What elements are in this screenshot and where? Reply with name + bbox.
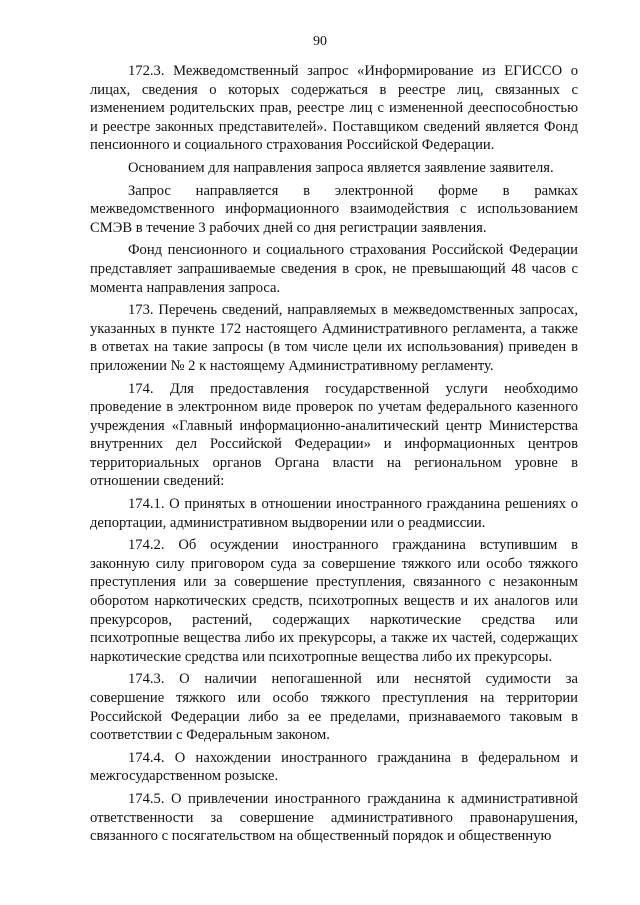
page-number: 90 bbox=[313, 34, 327, 49]
paragraph-172-3: 172.3. Межведомственный запрос «Информирование из ЕГИССО о лицах, сведения о которых содержаться в реестре лиц, связанных с изменением родительских прав, реестре лиц с измененной дееспособностью и реестре законных представителей». Поставщиком сведений является Фонд пенсионного и социального страхования Российской Федерации. bbox=[90, 63, 578, 154]
paragraph-request-form: Запрос направляется в электронной форме в рамках межведомственного информационного взаимодействия с использованием СМЭВ в течение 3 рабочих дней со дня регистрации заявления. bbox=[90, 182, 578, 236]
paragraph-174: 174. Для предоставления государственной услуги необходимо проведение в электронном виде проверок по учетам федерального казенного учреждения «Главный информационно-аналитический центр Министерства внутренних дел Российской Федерации» и информационных центров территориальных органов Органа власти на региональном уровне в отношении сведений: bbox=[90, 380, 578, 490]
paragraph-173: 173. Перечень сведений, направляемых в межведомственных запросах, указанных в пункте 172 настоящего Административного регламента, а также в ответах на такие запросы (в том числе цели их использования) приведен в приложении № 2 к настоящему Административному регламенту. bbox=[90, 302, 578, 374]
paragraph-174-1: 174.1. О принятых в отношении иностранного гражданина решениях о депортации, административном выдворении или о реадмиссии. bbox=[90, 496, 578, 531]
paragraph-basis: Основанием для направления запроса является заявление заявителя. bbox=[128, 159, 554, 176]
paragraph-174-4: 174.4. О нахождении иностранного гражданина в федеральном и межгосударственном розыске. bbox=[90, 749, 578, 785]
paragraph-fund-response: Фонд пенсионного и социального страхования Российской Федерации представляет запрашиваемые сведения в срок, не превышающий 48 часов с момента направления запроса. bbox=[90, 242, 578, 296]
paragraph-174-3: 174.3. О наличии непогашенной или неснятой судимости за совершение тяжкого или особо тяжкого преступления на территории Российской Федерации либо за ее пределами, признаваемого таковым в соответствии с Федеральным законом. bbox=[90, 671, 578, 744]
paragraph-174-5: 174.5. О привлечении иностранного гражданина к административной ответственности за совершение административного правонарушения, связанного с посягательством на общественный порядок и общественную bbox=[90, 790, 578, 845]
paragraph-174-2: 174.2. Об осуждении иностранного гражданина вступившим в законную силу приговором суда за совершение тяжкого или особо тяжкого преступления или за совершение преступления, связанного с незаконным оборотом наркотических средств, психотропных веществ и их аналогов или прекурсоров, растений, содержащих наркотические средства или психотропные вещества либо их прекурсоры, а также их частей, содержащих наркотические средства или психотропные вещества либо их прекурсоры. bbox=[90, 537, 578, 665]
document-body bbox=[90, 62, 578, 850]
